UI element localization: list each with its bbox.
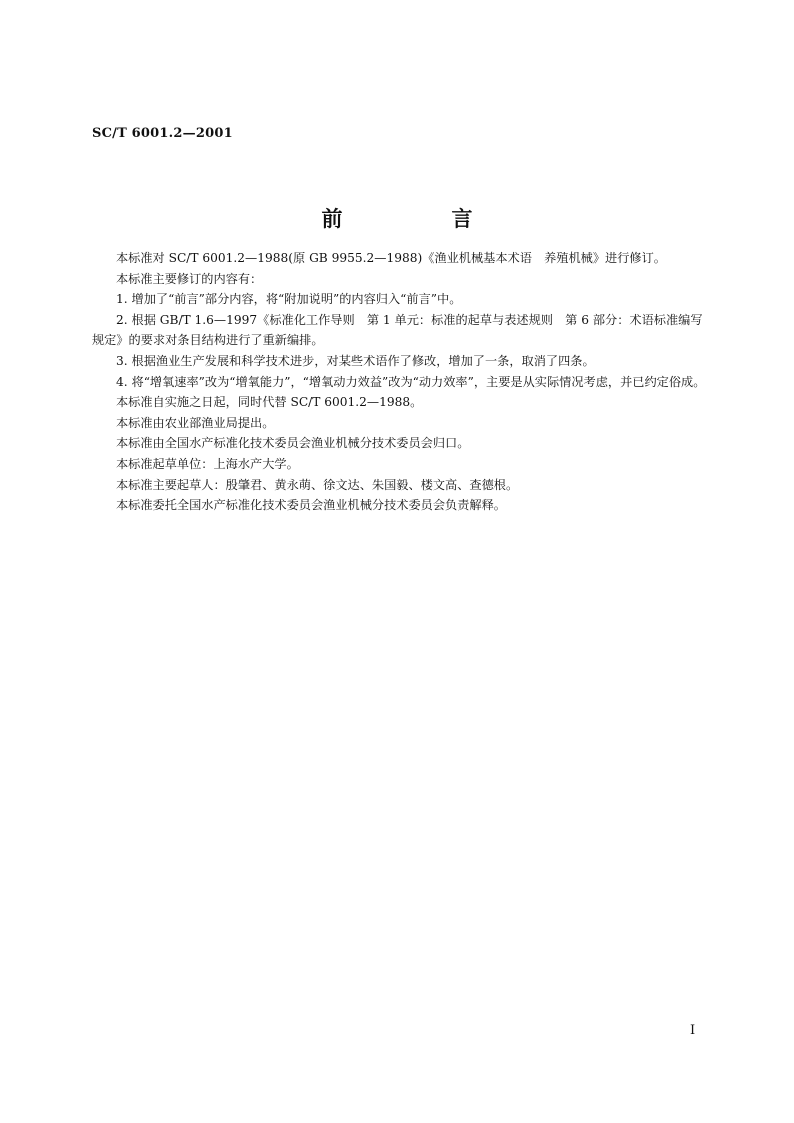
standard-code: SC/T 6001.2—2001 (92, 126, 233, 141)
page-title: 前 言 (321, 206, 517, 231)
paragraph-interpretation: 本标准委托全国水产标准化技术委员会渔业机械分技术委员会负责解释。 (116, 498, 506, 513)
paragraph-administrator: 本标准由全国水产标准化技术委员会渔业机械分技术委员会归口。 (116, 436, 470, 451)
paragraph-change-1: 1. 增加了“前言”部分内容，将“附加说明”的内容归入“前言”中。 (116, 292, 462, 307)
paragraph-drafters: 本标准主要起草人：殷肇君、黄永萌、徐文达、朱国毅、楼文高、查德根。 (116, 477, 519, 492)
paragraph-revision-scope: 本标准对 SC/T 6001.2—1988(原 GB 9955.2—1988)《渔业机械基本术语 养殖机械》进行修订。 (116, 251, 666, 265)
paragraph-main-changes-intro: 本标准主要修订的内容有： (116, 271, 263, 286)
paragraph-change-3: 3. 根据渔业生产发展和科学技术进步，对某些术语作了修改，增加了一条，取消了四条。 (116, 353, 595, 368)
foreword-body (92, 248, 708, 516)
paragraph-effective-date: 本标准自实施之日起，同时代替 SC/T 6001.2—1988。 (116, 395, 423, 410)
paragraph-change-2: 2. 根据 GB/T 1.6—1997《标准化工作导则 第 1 单元：标准的起草与表述规则 第 6 部分：术语标准编写规定》的要求对条目结构进行了重新编排。 (92, 312, 703, 348)
paragraph-change-4: 4. 将“增氧速率”改为“增氧能力”，“增氧动力效益”改为“动力效率”，主要是从实际情况考虑，并已约定俗成。 (116, 374, 706, 389)
page-number: I (690, 1023, 696, 1038)
paragraph-drafting-unit: 本标准起草单位：上海水产大学。 (116, 456, 299, 471)
paragraph-proposer: 本标准由农业部渔业局提出。 (116, 415, 275, 430)
